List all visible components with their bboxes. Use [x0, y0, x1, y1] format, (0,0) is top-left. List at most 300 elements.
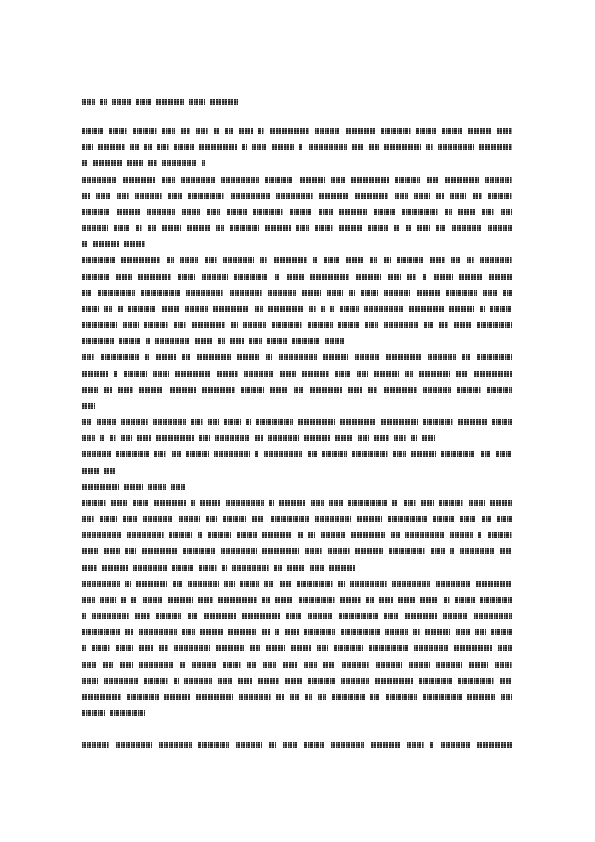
word: [139, 662, 173, 668]
word: [171, 484, 185, 490]
text-line: [82, 338, 345, 344]
word: [174, 144, 194, 150]
word: [480, 306, 485, 312]
word: [430, 742, 434, 748]
text-line: [82, 290, 512, 296]
word: [206, 516, 217, 522]
word: [116, 451, 149, 457]
word: [127, 532, 164, 538]
word: [223, 257, 254, 263]
text-line: [82, 629, 512, 635]
word: [459, 274, 482, 280]
word: [82, 694, 121, 700]
word: [480, 257, 512, 263]
word: [321, 532, 346, 538]
word: [241, 387, 264, 393]
word: [232, 565, 269, 571]
word: [384, 257, 391, 263]
word: [128, 306, 156, 312]
word: [335, 435, 353, 441]
word: [442, 128, 462, 134]
word: [270, 387, 288, 393]
word: [482, 516, 491, 522]
word: [322, 451, 347, 457]
word: [198, 532, 203, 538]
word: [242, 613, 280, 619]
word: [156, 435, 194, 441]
word: [402, 209, 438, 215]
word: [417, 290, 440, 296]
word: [82, 257, 115, 263]
word: [395, 177, 420, 183]
word: [488, 193, 512, 199]
word: [249, 338, 262, 344]
word: [386, 694, 417, 700]
word: [291, 645, 311, 651]
word: [483, 290, 497, 296]
word: [82, 160, 88, 166]
word: [283, 742, 298, 748]
word: [388, 516, 427, 522]
word: [82, 290, 92, 296]
word: [450, 548, 454, 554]
word: [339, 613, 378, 619]
word: [450, 532, 473, 538]
word: [413, 629, 420, 635]
word: [260, 257, 267, 263]
word: [216, 645, 244, 651]
word: [433, 516, 454, 522]
word: [82, 532, 121, 538]
word: [304, 629, 335, 635]
word: [204, 613, 236, 619]
word: [208, 419, 219, 425]
word: [154, 500, 186, 506]
word: [438, 144, 474, 150]
word: [237, 532, 257, 538]
word: [379, 597, 393, 603]
text-line: [82, 532, 512, 538]
word: [100, 516, 117, 522]
word: [236, 742, 262, 748]
word: [329, 500, 343, 506]
word: [445, 209, 452, 215]
word: [144, 678, 168, 684]
word: [274, 257, 307, 263]
word: [439, 500, 463, 506]
word: [268, 435, 299, 441]
word: [253, 209, 283, 215]
word: [247, 662, 256, 668]
word: [384, 290, 410, 296]
word: [478, 532, 482, 538]
word: [82, 710, 105, 716]
word: [224, 581, 235, 587]
word: [82, 565, 97, 571]
word: [274, 565, 282, 571]
word: [339, 225, 362, 231]
word: [436, 225, 446, 231]
word: [317, 645, 328, 651]
word: [230, 338, 244, 344]
word: [275, 597, 293, 603]
word: [458, 678, 494, 684]
text-line: [82, 99, 238, 105]
word: [82, 419, 92, 425]
word: [192, 322, 225, 328]
word: [143, 597, 163, 603]
text-line: [82, 274, 512, 280]
word: [262, 629, 270, 635]
word: [357, 371, 368, 377]
word: [162, 160, 197, 166]
word: [173, 581, 183, 587]
word: [188, 193, 224, 199]
text-line: [82, 241, 150, 247]
word: [216, 225, 224, 231]
word: [423, 274, 427, 280]
word: [275, 629, 280, 635]
word: [159, 742, 192, 748]
word: [489, 274, 512, 280]
word: [305, 694, 312, 700]
word: [162, 306, 180, 312]
word: [417, 225, 430, 231]
word: [348, 500, 387, 506]
word: [210, 99, 238, 105]
word: [279, 500, 305, 506]
word: [104, 387, 112, 393]
word: [423, 694, 462, 700]
word: [355, 548, 383, 554]
word: [82, 548, 98, 554]
word: [500, 678, 512, 684]
word: [467, 694, 495, 700]
word: [434, 274, 453, 280]
word: [111, 500, 127, 506]
word: [468, 128, 491, 134]
word: [371, 742, 400, 748]
word: [82, 500, 106, 506]
word: [370, 694, 380, 700]
word: [266, 645, 285, 651]
word: [348, 387, 362, 393]
word: [252, 516, 264, 522]
word: [92, 613, 129, 619]
text-line: [82, 516, 512, 522]
word: [230, 290, 262, 296]
word: [411, 435, 417, 441]
word: [290, 209, 312, 215]
word: [340, 597, 361, 603]
word: [82, 209, 110, 215]
word: [269, 742, 276, 748]
word: [162, 177, 175, 183]
word: [118, 387, 133, 393]
word: [147, 209, 175, 215]
word: [488, 532, 512, 538]
word: [162, 225, 181, 231]
word: [308, 613, 333, 619]
word: [82, 662, 96, 668]
word: [82, 468, 99, 474]
word: [237, 354, 259, 360]
word: [384, 144, 421, 150]
text-line: [82, 257, 512, 263]
word: [327, 290, 343, 296]
word: [338, 322, 359, 328]
word: [298, 419, 335, 425]
word: [335, 371, 351, 377]
word: [168, 193, 182, 199]
word: [490, 306, 512, 312]
word: [186, 451, 209, 457]
word: [298, 532, 303, 538]
word: [124, 371, 147, 377]
word: [191, 419, 203, 425]
word: [189, 99, 205, 105]
word: [330, 306, 334, 312]
word: [148, 225, 156, 231]
word: [324, 257, 340, 263]
word: [462, 354, 470, 360]
word: [185, 306, 208, 312]
word: [82, 484, 119, 490]
word: [262, 597, 270, 603]
word: [268, 306, 303, 312]
word: [308, 532, 315, 538]
word: [264, 451, 302, 457]
word: [385, 629, 408, 635]
word: [82, 338, 114, 344]
word: [239, 694, 271, 700]
word: [490, 500, 512, 506]
text-line: [82, 500, 512, 506]
word: [131, 597, 137, 603]
word: [395, 193, 408, 199]
word: [430, 257, 445, 263]
text-line: [82, 371, 512, 377]
text-line: [82, 354, 512, 360]
word: [82, 742, 109, 748]
word: [121, 597, 126, 603]
word: [182, 354, 190, 360]
word: [136, 581, 167, 587]
word: [477, 354, 512, 360]
word: [469, 662, 488, 668]
word: [457, 387, 481, 393]
word: [428, 354, 456, 360]
word: [422, 435, 435, 441]
word: [117, 193, 129, 199]
word: [357, 516, 382, 522]
word: [104, 306, 112, 312]
word: [285, 629, 299, 635]
word: [394, 435, 406, 441]
word: [118, 306, 123, 312]
word: [286, 613, 302, 619]
word: [184, 678, 212, 684]
word: [386, 354, 421, 360]
word: [162, 128, 175, 134]
word: [100, 99, 107, 105]
word: [199, 144, 237, 150]
text-line: [82, 565, 355, 571]
word: [153, 371, 169, 377]
word: [351, 532, 385, 538]
word: [474, 371, 512, 377]
text-line: [82, 177, 512, 183]
word: [181, 128, 190, 134]
word: [156, 354, 176, 360]
word: [454, 322, 471, 328]
text-line: [82, 678, 512, 684]
word: [181, 177, 215, 183]
word: [497, 516, 512, 522]
word: [139, 645, 153, 651]
word: [479, 144, 512, 150]
word: [82, 645, 86, 651]
word: [460, 516, 476, 522]
text-line: [82, 710, 150, 716]
word: [218, 338, 225, 344]
word: [192, 662, 216, 668]
word: [214, 128, 219, 134]
word: [207, 209, 220, 215]
word: [98, 144, 125, 150]
word: [454, 645, 492, 651]
word: [467, 257, 474, 263]
text-line: [82, 435, 435, 441]
word: [482, 209, 494, 215]
word: [368, 387, 377, 393]
word: [276, 193, 313, 199]
word: [305, 548, 322, 554]
word: [495, 662, 512, 668]
word: [394, 225, 400, 231]
word: [391, 532, 400, 538]
word: [477, 742, 512, 748]
word: [82, 177, 117, 183]
word: [110, 435, 116, 441]
word: [262, 532, 292, 538]
word: [205, 257, 217, 263]
word: [450, 193, 466, 199]
word: [351, 177, 389, 183]
word: [119, 338, 141, 344]
word: [304, 662, 317, 668]
word: [127, 160, 143, 166]
text-line: [82, 403, 95, 409]
word: [252, 144, 267, 150]
word: [369, 144, 379, 150]
text-line: [82, 662, 512, 668]
word: [421, 500, 434, 506]
word: [424, 322, 434, 328]
word: [439, 322, 448, 328]
word: [154, 451, 166, 457]
word: [175, 371, 211, 377]
word: [262, 548, 299, 554]
word: [139, 629, 177, 635]
word: [93, 160, 122, 166]
word: [263, 662, 276, 668]
word: [411, 451, 436, 457]
word: [136, 99, 151, 105]
word: [436, 193, 444, 199]
word: [231, 193, 270, 199]
word: [82, 322, 117, 328]
word: [133, 565, 167, 571]
word: [272, 144, 294, 150]
word: [309, 306, 316, 312]
word: [250, 645, 260, 651]
word: [239, 128, 253, 134]
text-line: [82, 581, 512, 587]
word: [304, 742, 324, 748]
word: [255, 451, 259, 457]
word: [112, 99, 131, 105]
word: [297, 581, 333, 587]
word: [292, 338, 320, 344]
text-line: [82, 209, 512, 215]
word: [221, 548, 257, 554]
word: [82, 451, 111, 457]
word: [480, 597, 512, 603]
word: [258, 678, 279, 684]
word: [199, 565, 217, 571]
word: [170, 387, 196, 393]
word: [503, 290, 512, 296]
word: [405, 613, 437, 619]
word: [215, 435, 250, 441]
word: [202, 160, 205, 166]
word: [340, 419, 376, 425]
word: [238, 678, 252, 684]
word: [141, 290, 180, 296]
text-line: [82, 484, 185, 490]
word: [265, 225, 291, 231]
word: [198, 742, 229, 748]
word: [341, 678, 369, 684]
word: [446, 290, 477, 296]
word: [240, 581, 259, 587]
word: [323, 354, 348, 360]
word: [407, 742, 424, 748]
word: [180, 662, 185, 668]
word: [169, 532, 192, 538]
word: [419, 678, 452, 684]
word: [227, 209, 247, 215]
word: [328, 548, 350, 554]
word: [492, 419, 512, 425]
word: [341, 629, 380, 635]
word: [280, 581, 292, 587]
word: [366, 597, 374, 603]
word: [148, 160, 157, 166]
word: [334, 645, 363, 651]
word: [116, 274, 132, 280]
text-line: [82, 160, 205, 166]
word: [82, 225, 108, 231]
word: [270, 128, 309, 134]
word: [300, 177, 325, 183]
word: [217, 371, 238, 377]
word: [267, 338, 287, 344]
word: [456, 371, 468, 377]
word: [419, 371, 450, 377]
word: [425, 629, 450, 635]
